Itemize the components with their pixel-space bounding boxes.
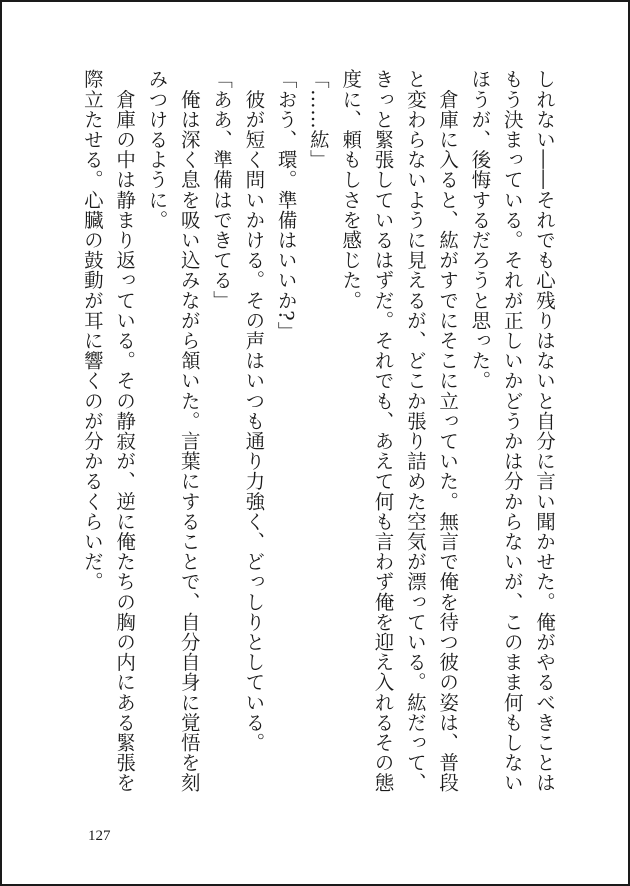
text-line: 彼が短く問いかける。その声はいつも通り力強く、どっしりとしている。 <box>242 69 266 753</box>
text-line: 際立たせる。心臓の鼓動が耳に響くのが分かるくらいだ。 <box>80 69 104 592</box>
text-line: もう決まっている。それが正しいかどうかは分からないが、このまま何もしない <box>500 69 524 793</box>
text-line: と変わらないように見えるが、どこか張り詰めた空気が漂っている。紘だって、 <box>403 69 427 793</box>
text-line: 倉庫の中は静まり返っている。その静寂が、逆に俺たちの胸の内にある緊張を <box>113 69 137 793</box>
vertical-text-body <box>76 69 560 809</box>
text-line: 度に、頼もしさを感じた。 <box>339 69 363 311</box>
text-line: 「おう、環。準備はいいか?」 <box>274 69 298 342</box>
text-line: ほうが、後悔するだろうと思った。 <box>468 69 492 391</box>
text-line: きっと緊張しているはずだ。それでも、あえて何も言わず俺を迎え入れるその態 <box>371 69 395 793</box>
text-line: みつけるように。 <box>145 69 169 230</box>
text-line: 「ああ、準備はできてる」 <box>210 69 234 311</box>
text-line: 「……紘」 <box>306 69 330 170</box>
text-line: 俺は深く息を吸い込みながら頷いた。言葉にすることで、自分自身に覚悟を刻 <box>177 69 201 793</box>
text-line: 倉庫に入ると、紘がすでにそこに立っていた。無言で俺を待つ彼の姿は、普段 <box>436 69 460 793</box>
page-number: 127 <box>88 828 111 844</box>
text-line: しれない――それでも心残りはないと自分に言い聞かせた。俺がやるべきことは <box>533 69 556 793</box>
